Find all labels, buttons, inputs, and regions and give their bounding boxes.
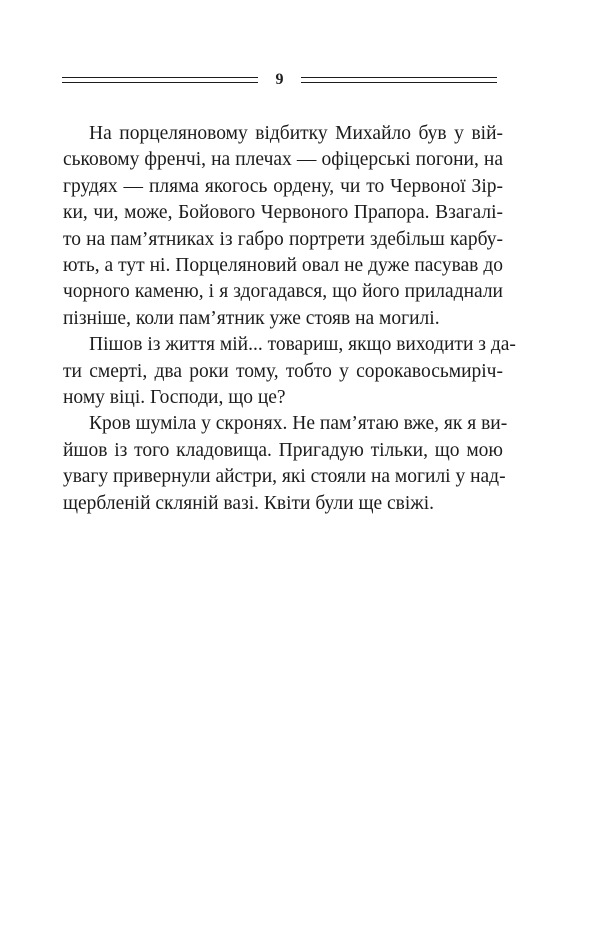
text-line: ськовому френчі, на плечах — офіцерські погони, на [63,149,503,171]
text-line: ки, чи, може, Бойового Червоного Прапора. Взагалі- [63,202,503,224]
text-line: Пішов із життя мій... товариш, якщо виходити з да- [89,334,516,356]
text-line: ному віці. Господи, що це? [63,387,286,409]
text-line: ти смерті, два роки тому, тобто у сорокавосьмиріч- [63,360,503,382]
text-line: то на пам’ятниках із габро портрети здебільш карбу- [63,228,503,250]
text-line: Кров шуміла у скронях. Не пам’ятаю вже, як я ви- [89,413,508,435]
running-header [62,70,497,94]
text-line: увагу привернули айстри, які стояли на могилі у над- [63,466,506,488]
header-rule-right [301,77,497,83]
text-line: йшов із того кладовища. Пригадую тільки, що мою [63,439,503,461]
text-line: На порцеляновому відбитку Михайло був у вій- [89,123,503,144]
body-text [63,121,516,517]
text-line: щербленій скляній вазі. Квіти були ще свіжі. [63,492,435,514]
page-number: 9 [275,71,284,88]
text-line: ють, а тут ні. Порцеляновий овал не дуже пасував до [63,255,503,277]
text-line: чорного каменю, і я здогадався, що його приладнали [63,281,503,303]
text-line: пізніше, коли пам’ятник уже стояв на могилі. [63,307,440,329]
text-line: грудях — пляма якогось ордену, чи то Червоної Зір- [63,175,503,197]
